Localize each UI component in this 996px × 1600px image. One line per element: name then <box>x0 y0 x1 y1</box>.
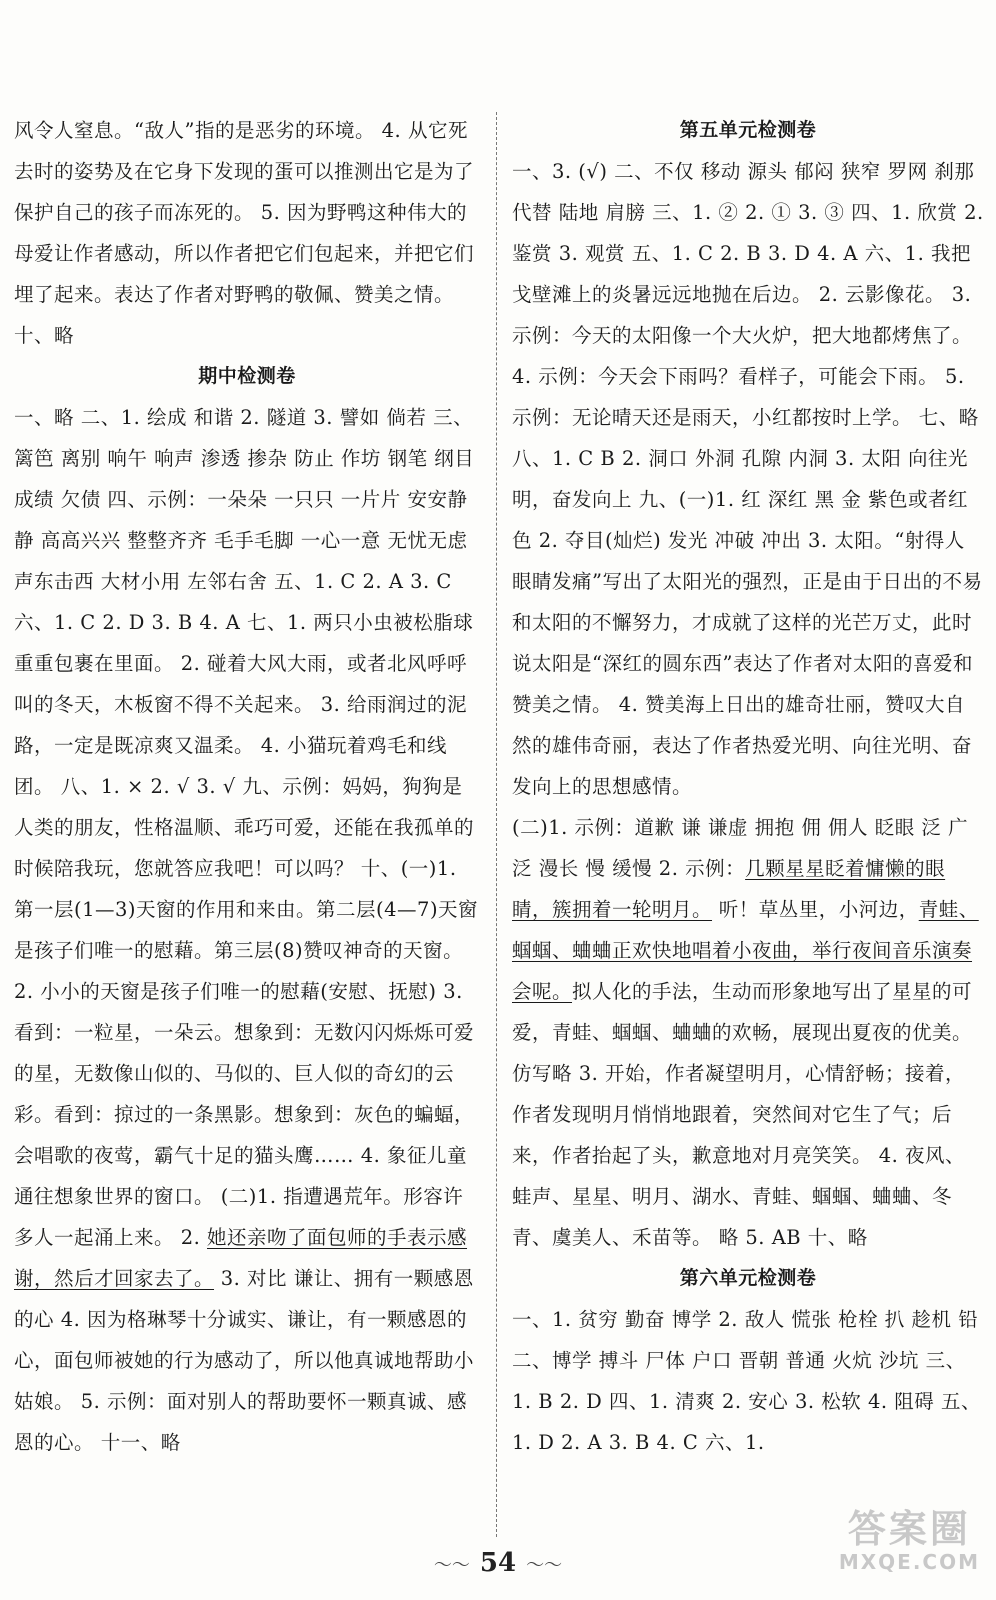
watermark-text: 答案圈 <box>847 1507 971 1551</box>
column-divider <box>496 112 497 1537</box>
section-heading-midterm: 期中检测卷 <box>198 365 296 387</box>
wave-ornament-icon: ～～ <box>526 1555 563 1576</box>
section-heading-unit6: 第六单元检测卷 <box>679 1267 817 1289</box>
underlined-answer: 青蛙、蝈蝈、蛐蛐正欢快地唱着小夜曲，举行夜间音乐演奏会呢。 <box>512 898 979 1003</box>
right-column <box>512 110 984 1463</box>
answer-text: (二)1. 示例：道歉 谦 谦虚 拥抱 佣 佣人 眨眼 泛 广泛 漫长 慢 缓慢 2. 示例： <box>512 816 969 880</box>
answer-paragraph <box>512 807 984 1258</box>
wave-ornament-icon: ～～ <box>433 1555 470 1576</box>
left-column <box>14 110 480 1463</box>
underlined-answer: 几颗星星眨着慵懒的眼睛，簇拥着一轮明月。 <box>512 857 946 921</box>
answer-text: 一、略 二、1. 绘成 和谐 2. 隧道 3. 譬如 倘若 三、篱笆 离别 响午 响声 渗透 掺杂 防止 作坊 钢笔 纲目 成绩 欠债 四、示例：一朵朵 一只只 一片片 安安静静 高高兴兴 整整齐齐 毛手毛脚 一心一意 无忧无虑 声东击西 大材小用 左邻右舍 五、1. C 2. A 3. C 六、1. C 2. D 3. B 4. A 七、1. 两只小虫被松脂球重重包裹在里面。 2. 碰着大风大雨，或者北风呼呼叫的冬天，木板窗不得不关起来。 3. 给雨润过的泥路，一定是既凉爽又温柔。 4. 小猫玩着鸡毛和线团。 八、1. × 2. √ 3. √ 九、示例：妈妈，狗狗是人类的朋友，性格温顺、乖巧可爱，还能在我孤单的时候陪我玩，您就答应我吧！可以吗？ 十、(一)1. 第一层(1—3)天窗的作用和来由。第二层(4—7)天窗是孩子们唯一的慰藉。第三层(8)赞叹神奇的天窗。 2. 小小的天窗是孩子们唯一的慰藉(安慰、抚慰) 3. 看到：一粒星，一朵云。想象到：无数闪闪烁烁可爱的星，无数像山似的、马似的、巨人似的奇幻的云彩。看到：掠过的一条黑影。想象到：灰色的蝙蝠，会唱歌的夜莺，霸气十足的猫头鹰…… 4. 象征儿童通往想象世界的窗口。 (二)1. 指遭遇荒年。形容许多人一起涌上来。 2. <box>14 406 479 1249</box>
answer-paragraph: 一、3. (√) 二、不仅 移动 源头 郁闷 狭窄 罗网 刹那 代替 陆地 肩膀 三、1. ② 2. ① 3. ③ 四、1. 欣赏 2. 鉴赏 3. 观赏 五、1. C 2. B 3. D 4. A 六、1. 我把戈壁滩上的炎暑远远地抛在后边。 2. 云影像花。 3. 示例：今天的太阳像一个大火炉，把大地都烤焦了。 4. 示例：今天会下雨吗？看样子，可能会下雨。 5. 示例：无论晴天还是雨天，小红都按时上学。 七、略 八、1. C B 2. 洞口 外洞 孔隙 内洞 3. 太阳 向往光明，奋发向上 九、(一)1. 红 深红 黑 金 紫色或者红色 2. 夺目(灿烂) 发光 冲破 冲出 3. 太阳。“射得人眼睛发痛”写出了太阳光的强烈，正是由于日出的不易和太阳的不懈努力，才成就了这样的光芒万丈，此时说太阳是“深红的圆东西”表达了作者对太阳的喜爱和赞美之情。 4. 赞美海上日出的雄奇壮丽，赞叹大自然的雄伟奇丽，表达了作者热爱光明、向往光明、奋发向上的思想感情。 <box>512 160 984 798</box>
answer-paragraph: 风令人窒息。“敌人”指的是恶劣的环境。 4. 从它死去时的姿势及在它身下发现的蛋可以推测出它是为了保护自己的孩子而冻死的。 5. 因为野鸭这种伟大的母爱让作者感动，所以作者把它们包起来，并把它们埋了起来。表达了作者对野鸭的敬佩、赞美之情。 <box>14 119 475 306</box>
answer-text: 拟人化的手法，生动而形象地写出了星星的可爱，青蛙、蝈蝈、蛐蛐的欢畅，展现出夏夜的优美。 仿写略 3. 开始，作者凝望明月，心情舒畅；接着，作者发现明月悄悄地跟着，突然间对它生了气；后来，作者抬起了头，歉意地对月亮笑笑。 4. 夜风、蛙声、星星、明月、湖水、青蛙、蝈蝈、蛐蛐、冬青、虞美人、禾苗等。 略 5. AB 十、略 <box>512 980 973 1249</box>
page-number: 54 <box>479 1548 517 1578</box>
watermark-logo <box>838 1507 980 1574</box>
answer-paragraph <box>14 397 480 1463</box>
underlined-answer: 她还亲吻了面包师的手表示感谢，然后才回家去了。 <box>14 1226 468 1290</box>
answer-text: 3. 对比 谦让、拥有一颗感恩的心 4. 因为格琳琴十分诚实、谦让，有一颗感恩的心，面包师被她的行为感动了，所以他真诚地帮助小姑娘。 5. 示例：面对别人的帮助要怀一颗真诚、感恩的心。 十一、略 <box>14 1267 475 1454</box>
answer-paragraph: 一、1. 贫穷 勤奋 博学 2. 敌人 慌张 枪栓 扒 趁机 铅 二、博学 搏斗 尸体 户口 晋朝 普通 火炕 沙坑 三、1. B 2. D 四、1. 清爽 2. 安心 3. 松软 4. 阻碍 五、1. D 2. A 3. B 4. C 六、1. <box>512 1308 981 1454</box>
answer-text: 听！草丛里，小河边， <box>712 898 919 921</box>
watermark-url: MXQE.COM <box>838 1550 980 1574</box>
answer-paragraph: 十、略 <box>14 324 75 347</box>
section-heading-unit5: 第五单元检测卷 <box>679 119 817 141</box>
